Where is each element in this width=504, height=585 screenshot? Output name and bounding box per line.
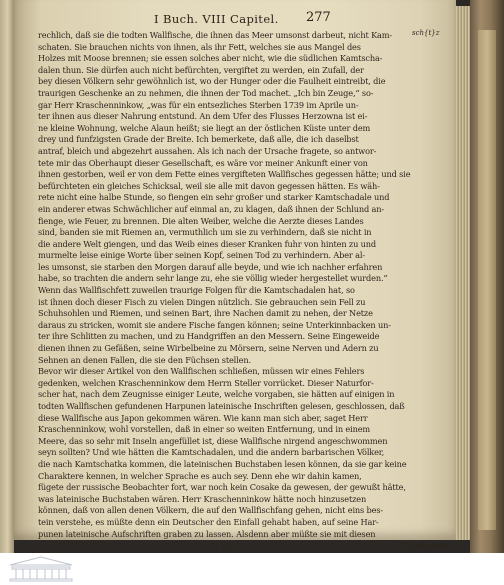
text-line: bey diesen Völkern sehr gewöhnlich ist, wo der Hunger oder die Faulheit eintreibt, die: [38, 76, 386, 87]
text-line: punen lateinische Aufschriften graben zu lassen. Alsdenn aber müßte sie mit diesen: [38, 528, 376, 539]
text-line: ein anderer etwas Schwächlicher auf einmal an, zu klagen, daß ihnen der Schlund an-: [38, 203, 384, 214]
text-line: todten Wallfischen gefundenen Harpunen lateinische Inschriften gelesen, geschlossen, daß: [38, 401, 405, 411]
text-line: ter ihnen aus dieser Nahrung entstund. An dem Ufer des Flusses Herzowna ist ei-: [38, 111, 368, 122]
library-building-logo-icon: [6, 555, 76, 583]
running-header-chapter: I Buch. VIII Capitel.: [154, 12, 279, 26]
text-line: rechlich, daß sie die todten Wallfische, die ihnen das Meer umsonst darbeut, nicht Kam-: [38, 30, 392, 40]
text-line: gedenken, welchen Kraschenninkow dem Herrn Steller vorrücket. Dieser Naturfor-: [38, 377, 374, 388]
text-line: Holzes mit Moose brennen; sie essen solches aber nicht, wie die südlichen Kamtscha-: [38, 53, 383, 64]
text-line: fienge, wie Feuer, zu brennen. Die alten Weiber, welche die Aerzte dieses Landes: [38, 215, 364, 226]
text-line: tein verstehe, es müßte denn ein Deutscher den Einfall gehabt haben, auf seine Har-: [38, 516, 379, 527]
running-header: [34, 8, 464, 28]
page-number: 277: [306, 10, 331, 25]
text-line: die andere Welt giengen, und das Weib eines dieser Kranken fuhr von hinten zu und: [38, 238, 376, 249]
catchword: Harpunen: [402, 542, 448, 552]
text-line: Wenn das Wallfischfett zuweilen traurige Folgen für die Kamtschadalen hat, so: [38, 285, 355, 296]
text-line: Kraschenninkow, wohl vorstellen, daß in einer so weiten Entfernung, und in einem: [38, 424, 371, 435]
text-line: dalen thun. Sie dürfen auch nicht befürchten, vergiftet zu werden, ein Zufall, der: [38, 64, 364, 75]
marginal-note: sch{t}z: [412, 29, 440, 37]
text-line: ter ihre Schlitten zu machen, und zu Handgriffen an den Messern. Seine Eingeweide: [38, 331, 380, 342]
body-text: [38, 30, 458, 540]
text-line: dienen ihnen zu Gefäßen, seine Wirbelbeine zu Mörsern, seine Nerven und Adern zu: [38, 343, 379, 354]
text-line: fügete der russische Beobachter fort, war noch kein Cosake da gewesen, der gewußt hätte,: [38, 482, 406, 493]
text-line: was lateinische Buchstaben wären. Herr Kraschenninkow hätte noch hinzusetzen: [38, 493, 367, 504]
text-line: habe, so trachten die andern sehr lange zu, ehe sie völlig wieder hergestellet wurden.“: [38, 273, 388, 284]
text-line: Bevor wir dieser Artikel von den Wallfischen schließen, müssen wir eines Fehlers: [38, 366, 365, 377]
text-line: antraf, bleich und abgezehrt aussahen. Als ich nach der Ursache fragete, so antwor-: [38, 145, 377, 156]
text-line: rete nicht eine halbe Stunde, so fiengen ein sehr großer und starker Kamtschadale und: [38, 192, 390, 203]
book-page: [14, 0, 456, 552]
text-line: schaten. Sie brauchen nichts von ihnen, als ihr Fett, welches sie aus Mangel des: [38, 41, 361, 52]
text-line: ihnen gestorben, weil er von dem Fette eines vergifteten Wallfisches gegessen hätte; und sie: [38, 169, 411, 180]
text-line: gar Herr Kraschenninkow, „was für ein entsezliches Sterben 1739 im Aprile un-: [38, 99, 359, 110]
text-line: Schuhsohlen und Riemen, und seinen Bart, ihre Nachen damit zu nehen, der Netze: [38, 308, 373, 319]
signature-mark: M m 3: [210, 542, 240, 552]
text-line: les umsonst, sie starben den Morgen darauf alle beyde, und wie ich nachher erfahren: [38, 261, 383, 272]
text-line: daraus zu stricken, womit sie andere Fische fangen können; seine Unterkinnbacken un-: [38, 319, 391, 330]
viewer-footer: [0, 553, 504, 585]
text-line: sind, banden sie mit Riemen an, vermuthlich um sie zu verhindern, daß sie nicht in: [38, 227, 372, 238]
text-line: seyn sollten? Und wie hätten die Kamtschadalen, und die andern barbarischen Völker,: [38, 447, 385, 458]
text-line: Sehnen an denen Fallen, die sie den Füchsen stellen.: [38, 354, 251, 365]
text-line: diese Wallfische aus Japon gekommen wären. Wie kann man sich aber, saget Herr: [38, 412, 368, 423]
text-line: Charaktere kennen, in welcher Sprache es auch sey. Denn ehe wir dahin kamen,: [38, 470, 362, 481]
text-line: Meere, das so sehr mit Inseln angefüllet ist, diese Wallfische nirgend angeschwommen: [38, 435, 388, 446]
text-line: ist ihnen doch dieser Fisch zu vielen Dingen nützlich. Sie gebrauchen sein Fell zu: [38, 296, 366, 307]
page-fore-edge: [456, 6, 470, 540]
spine-band: [478, 30, 496, 530]
text-line: traurigen Geschenke an zu nehmen, die ihnen der Tod machet. „Ich bin Zeuge,“ so-: [38, 87, 374, 98]
text-line: können, daß von allen denen Völkern, die auf den Wallfischfang gehen, nicht eins bes-: [38, 505, 383, 516]
text-line: die nach Kamtschatka kommen, die lateinischen Buchstaben lesen können, da sie gar keine: [38, 458, 407, 469]
text-line: scher hat, nach dem Zeugnisse einiger Leute, welche vorgaben, sie hätten auf einigen in: [38, 389, 395, 400]
text-line: ne kleine Wohnung, welche Alaun heißt; sie liegt an der östlichen Küste unter dem: [38, 122, 371, 133]
text-line: befürchteten ein gleiches Schicksal, weil sie alle mit davon gegessen hätten. Es wäh-: [38, 180, 380, 191]
text-line: drey und funfzigsten Grade der Breite. Ich bemerkete, daß alle, die ich daselbst: [38, 134, 359, 145]
text-line: tete mir das Oberhaupt dieser Gesellschaft, es wäre vor meiner Ankunft einer von: [38, 157, 368, 168]
text-line: murmelte leise einige Worte über seinen Kopf, seinen Tod zu verhindern. Aber al-: [38, 250, 365, 261]
previous-page-edge: [0, 0, 14, 553]
